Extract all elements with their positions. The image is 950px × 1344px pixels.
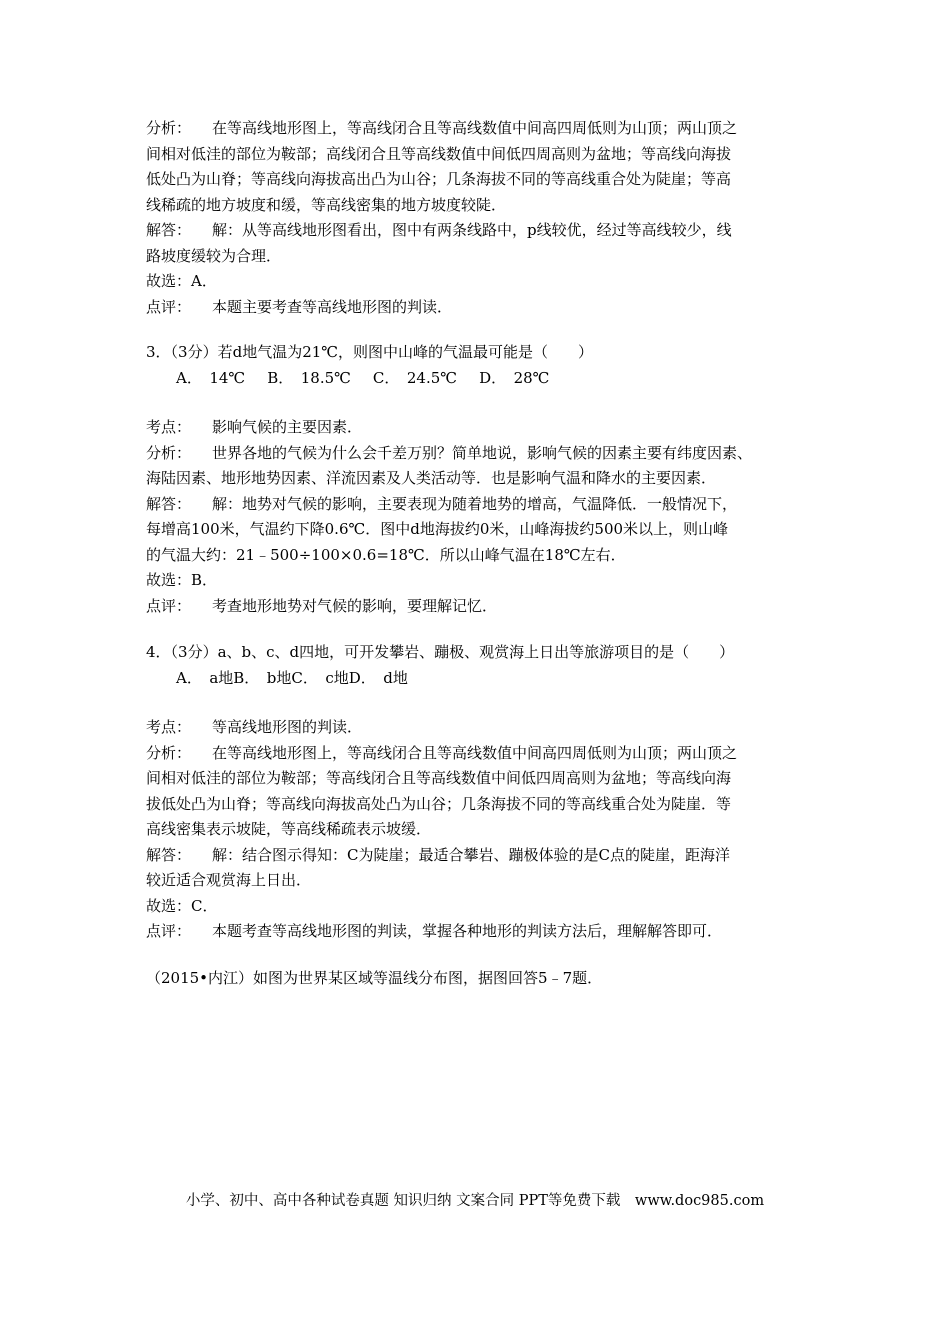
q2-comment: 点评： 本题主要考查等高线地形图的判读． xyxy=(146,295,826,321)
answer-label: 解答： xyxy=(146,845,192,864)
q3-option-c: C． 24.5℃ xyxy=(372,368,458,387)
q3-comment: 点评： 考查地形地势对气候的影响，要理解记忆． xyxy=(146,594,826,620)
point-label: 考点： xyxy=(146,718,192,736)
q4-choice: 故选：C． xyxy=(146,896,218,915)
q4-point: 考点： 等高线地形图的判读． xyxy=(146,715,826,741)
answer-label: 解答： xyxy=(146,221,192,239)
q4-analysis-line-1: 分析： 在等高线地形图上，等高线闭合且等高线数值中间高四周低则为山顶；两山顶之 xyxy=(146,741,826,767)
q2-choice: 故选：A． xyxy=(146,272,217,290)
q4-analysis-line-4: 高线密集表示坡陡，等高线稀疏表示坡缓． xyxy=(146,820,432,838)
analysis-label: 分析： xyxy=(146,743,192,762)
q3-stem: 3．（3分）若d地气温为21℃，则图中山峰的气温最可能是（ ） xyxy=(146,343,594,361)
q3-point: 考点： 影响气候的主要因素． xyxy=(146,415,826,441)
q4-answer-line-1: 解答： 解：结合图示得知：C为陡崖；最适合攀岩、蹦极体验的是C点的陡崖，距海洋 xyxy=(146,843,826,869)
q4-options: A． a地B． b地C． c地D． d地 xyxy=(176,668,408,687)
analysis-label: 分析： xyxy=(146,443,192,462)
answer-label: 解答： xyxy=(146,494,192,513)
question-4 xyxy=(146,640,826,691)
q2-answer-line-2: 路坡度缓较为合理． xyxy=(146,246,282,265)
q3-options xyxy=(146,366,826,392)
q2-analysis-line-2: 间相对低洼的部位为鞍部；高线闭合且等高线数值中间低四周高则为盆地；等高线向海拔 xyxy=(146,144,732,163)
comment-label: 点评： xyxy=(146,297,192,316)
q3-option-b: B． 18.5℃ xyxy=(267,368,351,387)
q2-answer-line-1: 解答： 解：从等高线地形图看出，图中有两条线路中，p线较优，经过等高线较少，线 xyxy=(146,218,826,244)
q4-stem: 4．（3分）a、b、c、d四地，可开发攀岩、蹦极、观赏海上日出等旅游项目的是（ ） xyxy=(146,643,735,661)
q3-answer-line-3: 的气温大约：21﹣500÷100×0.6=18℃．所以山峰气温在18℃左右． xyxy=(146,545,626,564)
question-3 xyxy=(146,340,826,391)
section-intro xyxy=(146,966,826,992)
comment-label: 点评： xyxy=(146,596,192,615)
q3-analysis-line-2: 海陆因素、地形地势因素、洋流因素及人类活动等．也是影响气温和降水的主要因素． xyxy=(146,469,717,487)
intro-text: （2015•内江）如图为世界某区域等温线分布图，据图回答5﹣7题． xyxy=(146,969,603,987)
q4-analysis-line-2: 间相对低洼的部位为鞍部；等高线闭合且等高线数值中间低四周高则为盆地；等高线向海 xyxy=(146,769,732,787)
q3-solution xyxy=(146,415,826,619)
q3-answer-line-1: 解答： 解：地势对气候的影响，主要表现为随着地势的增高，气温降低．一般情况下， xyxy=(146,492,826,518)
q4-analysis-line-3: 拔低处凸为山脊；等高线向海拔高处凸为山谷；几条海拔不同的等高线重合处为陡崖．等 xyxy=(146,794,732,813)
q2-analysis-line-4: 线稀疏的地方坡度和缓，等高线密集的地方坡度较陡． xyxy=(146,195,507,214)
q4-solution xyxy=(146,715,826,945)
comment-label: 点评： xyxy=(146,922,192,940)
page-footer: 小学、初中、高中各种试卷真题 知识归纳 文案合同 PPT等免费下载 www.doc985.com xyxy=(185,1193,765,1209)
q2-solution xyxy=(146,116,826,320)
point-label: 考点： xyxy=(146,418,192,436)
q3-analysis-line-1: 分析： 世界各地的气候为什么会千差万别？简单地说，影响气候的因素主要有纬度因素、 xyxy=(146,441,826,467)
q2-analysis-line-3: 低处凸为山脊；等高线向海拔高出凸为山谷；几条海拔不同的等高线重合处为陡崖；等高 xyxy=(146,170,732,188)
q3-option-a: A． 14℃ xyxy=(176,368,246,387)
q2-analysis-line-1: 分析： 在等高线地形图上，等高线闭合且等高线数值中间高四周低则为山顶；两山顶之 xyxy=(146,116,826,142)
q3-choice: 故选：B． xyxy=(146,571,218,589)
q3-option-d: D． 28℃ xyxy=(479,368,550,387)
q4-answer-line-2: 较近适合观赏海上日出． xyxy=(146,871,312,889)
q3-answer-line-2: 每增高100米，气温约下降0.6℃．图中d地海拔约0米，山峰海拔约500米以上，则山峰 xyxy=(146,520,729,538)
analysis-label: 分析： xyxy=(146,119,192,137)
q4-comment: 点评： 本题考查等高线地形图的判读，掌握各种地形的判读方法后，理解解答即可． xyxy=(146,919,826,945)
